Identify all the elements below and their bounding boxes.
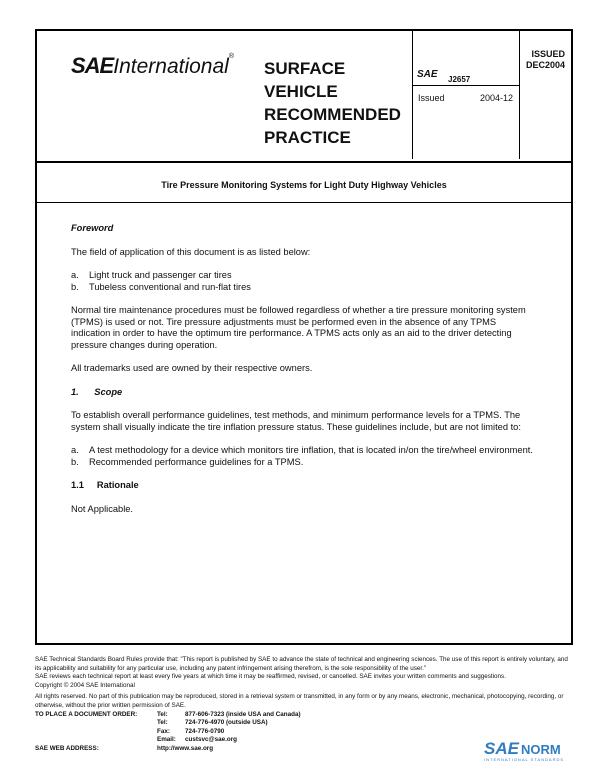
rationale-number: 1.1 [71,480,84,490]
tel-label: Tel: [157,719,168,727]
copyright-notice: Copyright © 2004 SAE International [35,681,135,689]
doc-type-line: PRACTICE [264,128,351,147]
logo-sae-text: SAE [71,53,114,78]
list-item [71,445,536,457]
web-label: SAE WEB ADDRESS: [35,744,99,752]
document-type [264,57,401,149]
tel-number: 877-606-7323 (inside USA and Canada) [185,710,301,718]
issued-date: 2004-12 [480,93,514,103]
foreword-intro: The field of application of this document is as listed below: [71,246,311,257]
email-link[interactable]: custsvc@sae.org [185,736,237,744]
small-sae-logo: SAE [417,69,438,80]
list-marker: a. [71,445,79,455]
list-item [71,270,536,282]
logo-trademark: ® [228,53,235,60]
list-item-text: A test methodology for a device which monitors tire inflation, that is located in/on the tire/wheel environment. [89,445,533,455]
scope-heading [71,387,536,399]
fax-label: Fax: [157,727,170,735]
scope-list [71,445,536,468]
scope-title: Scope [94,386,123,397]
rationale-heading [71,480,536,492]
foreword-heading: Foreword [71,223,114,233]
logo-international-text: International [113,55,229,78]
document-title: Tire Pressure Monitoring Systems for Light Duty Highway Vehicles [161,180,447,190]
list-marker: a. [71,270,79,280]
scope-paragraph: To establish overall performance guidelines, test methods, and minimum performance levels for a TPMS. The system shall visually indicate the tire inflation pressure status. These guidelines include, but are not limited to: [71,410,521,432]
issued-stamp-line-1: ISSUED [531,49,565,59]
issued-stamp-line-2: DEC2004 [525,60,565,70]
rationale-title: Rationale [96,480,139,490]
list-marker: b. [71,456,79,467]
list-item-text: Light truck and passenger car tires [89,270,232,280]
stamp-norm: NORM [520,742,561,757]
list-item [71,282,536,294]
doc-type-line: SURFACE [264,59,346,78]
doc-type-line: RECOMMENDED [264,105,401,124]
document-body [71,223,536,515]
doc-type-line: VEHICLE [264,82,338,101]
document-number: J2657 [448,75,471,84]
maintenance-paragraph: Normal tire maintenance procedures must be followed regardless of whether a tire pressure monitoring system (TPMS) is used or not. Tire pressure adjustments must be performed even in the absence of any TPMS indication in order to have the optimum tire performance. A TPMS acts only as an aid to the driver detecting pressure changes during operation. [71,305,526,350]
cell-divider [413,85,519,86]
review-notice: SAE reviews each technical report at least every five years at which time it may be reaffirmed, revised, or cancelled. SAE invites your written comments and suggestions. [35,673,506,681]
tel-label: Tel: [157,710,168,718]
document-frame [35,29,573,645]
rights-notice: All rights reserved. No part of this publication may be reproduced, stored in a retrieval system or transmitted, in any form or by any means, electronic, mechanical, photocopying, recording, or otherwise, without the prior written permission of SAE. [35,693,564,709]
header-block [37,31,571,163]
tel-number: 724-776-4970 (outside USA) [185,719,268,727]
sae-norm-stamp [484,739,564,762]
fax-number: 724-776-0790 [185,727,225,735]
email-label: Email: [157,736,176,744]
stamp-sae: SAE [484,739,519,758]
list-marker: b. [71,281,79,292]
scope-number: 1. [71,386,79,397]
order-label: TO PLACE A DOCUMENT ORDER: [35,710,138,718]
trademarks-paragraph: All trademarks used are owned by their respective owners. [71,363,313,373]
list-item-text: Recommended performance guidelines for a TPMS. [89,456,304,467]
foreword-list [71,270,536,293]
issued-stamp [512,31,571,71]
list-item [71,457,536,469]
list-item-text: Tubeless conventional and run-flat tires [89,281,251,292]
stamp-subtitle: INTERNATIONAL STANDARDS [484,757,565,762]
standards-board-rules: SAE Technical Standards Board Rules provide that: "This report is published by SAE to advance the state of technical and engineering sciences. The use of this report is entirely voluntary, and its applicability and suitability for any particular use, including any patent infringement arising therefrom, is the sole responsibility of the user." [35,656,568,672]
issued-label: Issued [418,93,445,103]
web-link[interactable]: http://www.sae.org [157,744,214,752]
rationale-text: Not Applicable. [71,503,134,514]
sae-international-logo [71,53,234,79]
